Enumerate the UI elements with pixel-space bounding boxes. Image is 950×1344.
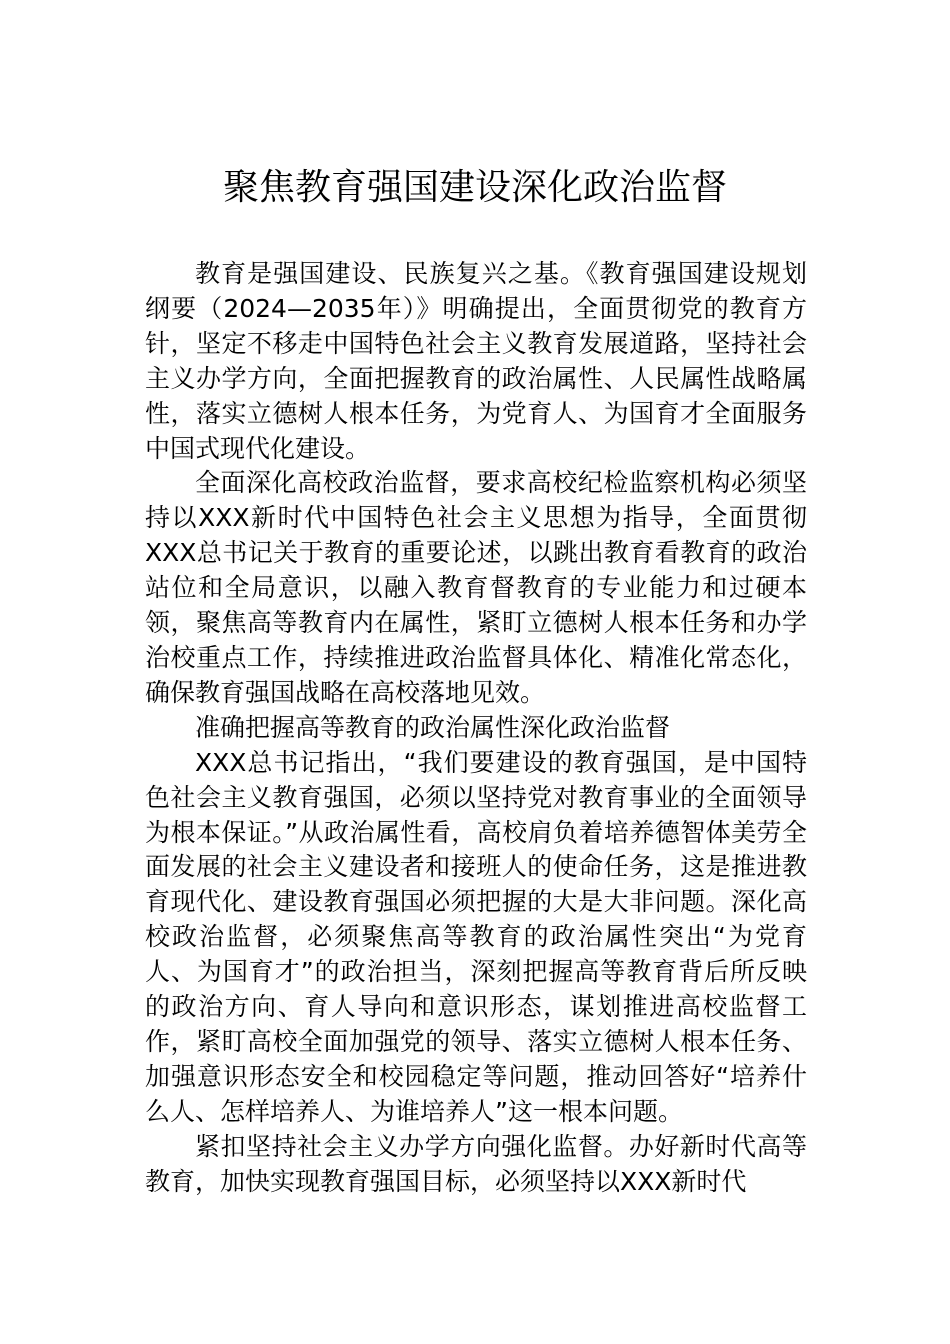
paragraph-intro: 教育是强国建设、民族复兴之基。《教育强国建设规划纲要（2024—2035年）》明确提出，全面贯彻党的教育方针，坚定不移走中国特色社会主义教育发展道路，坚持社会主义办学方向，全面把握教育的政治属性、人民属性战略属性，落实立德树人根本任务，为党育人、为国育才全面服务中国式现代化建设。 — [145, 259, 807, 463]
paragraph-deepen-supervision: 全面深化高校政治监督，要求高校纪检监察机构必须坚持以XXX新时代中国特色社会主义思想为指导，全面贯彻XXX总书记关于教育的重要论述，以跳出教育看教育的政治站位和全局意识，以融入教育督教育的专业能力和过硬本领，聚焦高等教育内在属性，紧盯立德树人根本任务和办学治校重点工作，持续推进政治监督具体化、精准化常态化，确保教育强国战略在高校落地见效。 — [145, 468, 807, 707]
paragraph-political-attribute: XXX总书记指出，“我们要建设的教育强国，是中国特色社会主义教育强国，必须以坚持党对教育事业的全面领导为根本保证。”从政治属性看，高校肩负着培养德智体美劳全面发展的社会主义建设者和接班人的使命任务，这是推进教育现代化、建设教育强国必须把握的大是大非问题。深化高校政治监督，必须聚焦高等教育的政治属性突出“为党育人、为国育才”的政治担当，深刻把握高等教育背后所反映的政治方向、育人导向和意识形态，谋划推进高校监督工作，紧盯高校全面加强党的领导、落实立德树人根本任务、加强意识形态安全和校园稳定等问题，推动回答好“培养什么人、怎样培养人、为谁培养人”这一根本问题。 — [145, 747, 807, 1126]
document-body — [145, 257, 807, 1199]
document-title: 聚焦教育强国建设深化政治监督 — [222, 167, 727, 208]
paragraph-socialist-direction: 紧扣坚持社会主义办学方向强化监督。办好新时代高等教育，加快实现教育强国目标，必须坚持以XXX新时代 — [145, 1131, 807, 1196]
section-heading-political-attribute: 准确把握高等教育的政治属性深化政治监督 — [195, 712, 671, 742]
